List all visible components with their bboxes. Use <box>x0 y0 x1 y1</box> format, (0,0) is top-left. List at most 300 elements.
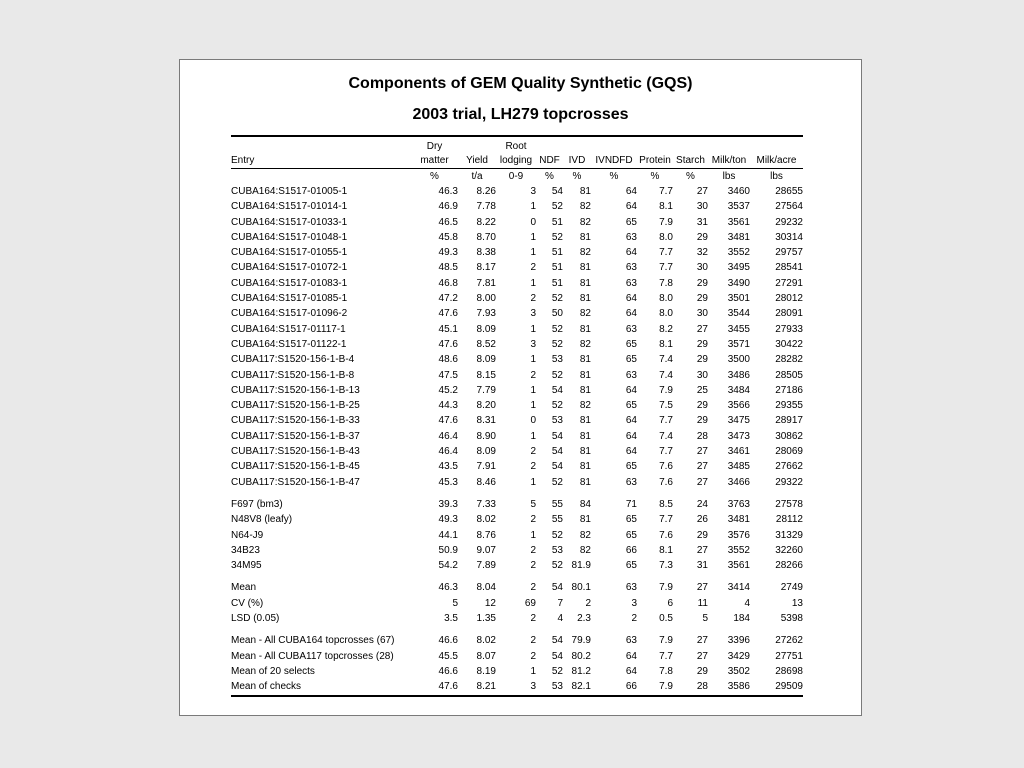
value-cell: 3495 <box>727 262 750 274</box>
value-cell: 52 <box>551 293 563 305</box>
table-row <box>231 649 803 664</box>
value-cell: 54 <box>551 461 563 473</box>
value-cell: 29509 <box>750 679 803 695</box>
value-cell: 52 <box>551 476 563 488</box>
value-cell: 54.2 <box>438 560 458 572</box>
value-cell: 8.1 <box>659 544 673 556</box>
value-cell: 27564 <box>775 201 803 213</box>
value-cell: 64 <box>625 665 637 677</box>
value-cell: 46.6 <box>438 635 458 647</box>
value-cell: 63 <box>625 582 637 594</box>
value-cell: 63 <box>625 323 637 335</box>
value-cell: 29 <box>696 338 708 350</box>
value-cell: 3500 <box>727 354 750 366</box>
value-cell: 45.5 <box>438 650 458 662</box>
value-cell: 184 <box>733 613 750 625</box>
value-cell: 2 <box>530 369 536 381</box>
value-cell: 2 <box>631 613 637 625</box>
entry-name-cell: CUBA117:S1520-156-1-B-47 <box>231 476 360 488</box>
value-cell: 3566 <box>727 400 750 412</box>
value-cell: 3571 <box>727 338 750 350</box>
value-cell: 81 <box>579 415 591 427</box>
value-cell: 53 <box>551 544 563 556</box>
value-cell: 3486 <box>727 369 750 381</box>
value-cell: 3 <box>530 338 536 350</box>
header-unit-cell-0 <box>231 169 411 185</box>
value-cell: 3501 <box>727 293 750 305</box>
value-cell: 65 <box>625 529 637 541</box>
header-label-cell-5: IVD <box>563 154 591 169</box>
value-cell: 3466 <box>727 476 750 488</box>
value-cell: 27 <box>696 544 708 556</box>
value-cell: 6 <box>667 597 673 609</box>
value-cell: 63 <box>625 277 637 289</box>
value-cell: 7.4 <box>659 430 673 442</box>
value-cell: 71 <box>625 498 637 510</box>
value-cell: 27 <box>696 323 708 335</box>
value-cell: 31 <box>696 216 708 228</box>
value-cell: 81 <box>579 231 591 243</box>
value-cell: 7.4 <box>659 354 673 366</box>
entry-name-cell: Mean - All CUBA164 topcrosses (67) <box>231 635 395 647</box>
table-row <box>231 352 803 367</box>
value-cell: 27186 <box>775 384 803 396</box>
value-cell: 84 <box>579 498 591 510</box>
header-label-cell-7: Protein <box>637 154 673 169</box>
value-cell: 81 <box>579 430 591 442</box>
header-top-cell-2 <box>458 136 496 154</box>
table-row <box>231 199 803 214</box>
value-cell: 82 <box>579 247 591 259</box>
value-cell: 28 <box>696 430 708 442</box>
value-cell: 81 <box>579 446 591 458</box>
value-cell: 9.07 <box>476 544 496 556</box>
value-cell: 7 <box>557 597 563 609</box>
value-cell: 46.4 <box>438 430 458 442</box>
value-cell: 7.6 <box>659 476 673 488</box>
value-cell: 50 <box>551 308 563 320</box>
value-cell: 46.4 <box>438 446 458 458</box>
table-row <box>231 633 803 648</box>
value-cell: 29757 <box>775 247 803 259</box>
value-cell: 7.9 <box>659 635 673 647</box>
value-cell: 8.09 <box>476 354 496 366</box>
value-cell: 64 <box>625 430 637 442</box>
header-label-cell-10: Milk/acre <box>750 154 803 169</box>
value-cell: 7.9 <box>659 216 673 228</box>
value-cell: 0 <box>530 415 536 427</box>
value-cell: 7.7 <box>659 247 673 259</box>
value-cell: 53 <box>551 415 563 427</box>
table-row <box>231 475 803 490</box>
value-cell: 8.07 <box>476 650 496 662</box>
value-cell: 2 <box>530 582 536 594</box>
value-cell: 4 <box>557 613 563 625</box>
entry-name-cell: Mean <box>231 582 257 594</box>
table-row <box>231 679 803 695</box>
value-cell: 45.8 <box>438 231 458 243</box>
value-cell: 3552 <box>727 544 750 556</box>
entry-name-cell: 34M95 <box>231 560 262 572</box>
entry-name-cell: CUBA164:S1517-01083-1 <box>231 277 348 289</box>
value-cell: 8.70 <box>476 231 496 243</box>
value-cell: 82 <box>579 338 591 350</box>
value-cell: 0 <box>530 216 536 228</box>
value-cell: 0.5 <box>659 613 673 625</box>
value-cell: 1 <box>530 277 536 289</box>
entry-name-cell: CUBA164:S1517-01096-2 <box>231 308 348 320</box>
value-cell: 54 <box>551 384 563 396</box>
table-row <box>231 383 803 398</box>
value-cell: 28917 <box>775 415 803 427</box>
value-cell: 52 <box>551 560 563 572</box>
value-cell: 7.7 <box>659 446 673 458</box>
value-cell: 64 <box>625 415 637 427</box>
value-cell: 7.7 <box>659 262 673 274</box>
value-cell: 46.5 <box>438 216 458 228</box>
value-cell: 29 <box>696 231 708 243</box>
value-cell: 8.26 <box>476 186 496 197</box>
value-cell: 81 <box>579 476 591 488</box>
value-cell: 44.1 <box>438 529 458 541</box>
value-cell: 7.7 <box>659 186 673 197</box>
value-cell: 46.8 <box>438 277 458 289</box>
value-cell: 12 <box>484 597 496 609</box>
value-cell: 54 <box>551 582 563 594</box>
value-cell: 1 <box>530 529 536 541</box>
table-row <box>231 245 803 260</box>
value-cell: 7.79 <box>476 384 496 396</box>
value-cell: 3763 <box>727 498 750 510</box>
value-cell: 2 <box>530 262 536 274</box>
value-cell: 28112 <box>775 514 803 526</box>
value-cell: 3 <box>530 308 536 320</box>
header-label-cell-6: IVNDFD <box>591 154 637 169</box>
value-cell: 3586 <box>708 679 750 695</box>
header-label-cell-0: Entry <box>231 154 411 169</box>
value-cell: 1.35 <box>476 613 496 625</box>
header-top-cell-5 <box>563 136 591 154</box>
value-cell: 8.22 <box>476 216 496 228</box>
value-cell: 11 <box>697 597 708 609</box>
value-cell: 7.6 <box>659 529 673 541</box>
value-cell: 27933 <box>775 323 803 335</box>
entry-name-cell: CUBA164:S1517-01117-1 <box>231 323 346 335</box>
value-cell: 1 <box>530 476 536 488</box>
value-cell: 64 <box>625 308 637 320</box>
value-cell: 8.38 <box>476 247 496 259</box>
value-cell: 29 <box>696 415 708 427</box>
value-cell: 81 <box>579 384 591 396</box>
value-cell: 65 <box>625 354 637 366</box>
value-cell: 65 <box>625 216 637 228</box>
value-cell: 32 <box>696 247 708 259</box>
value-cell: 7.3 <box>659 560 673 572</box>
value-cell: 51 <box>551 262 563 274</box>
value-cell: 27262 <box>775 635 803 647</box>
value-cell: 63 <box>625 476 637 488</box>
value-cell: 8.04 <box>476 582 496 594</box>
value-cell: 2 <box>530 446 536 458</box>
value-cell: 81 <box>579 293 591 305</box>
entry-name-cell: Mean - All CUBA117 topcrosses (28) <box>231 650 394 662</box>
value-cell: 28541 <box>775 262 803 274</box>
value-cell: 28655 <box>775 186 803 197</box>
header-top-cell-4 <box>536 136 563 154</box>
value-cell: 52 <box>551 400 563 412</box>
value-cell: 8.17 <box>476 262 496 274</box>
value-cell: 3473 <box>727 430 750 442</box>
value-cell: 3481 <box>727 231 750 243</box>
header-unit-cell-8: % <box>686 171 695 182</box>
value-cell: 29322 <box>775 476 803 488</box>
value-cell: 3561 <box>727 560 750 572</box>
value-cell: 55 <box>551 498 563 510</box>
value-cell: 66 <box>591 679 637 695</box>
value-cell: 81 <box>579 369 591 381</box>
value-cell: 8.00 <box>476 293 496 305</box>
value-cell: 7.6 <box>659 461 673 473</box>
value-cell: 64 <box>625 384 637 396</box>
value-cell: 29 <box>696 277 708 289</box>
value-cell: 8.19 <box>476 665 496 677</box>
value-cell: 44.3 <box>438 400 458 412</box>
header-label-cell-2: Yield <box>458 154 496 169</box>
value-cell: 30 <box>696 201 708 213</box>
value-cell: 81.2 <box>571 665 591 677</box>
value-cell: 64 <box>625 247 637 259</box>
header-unit-cell-2: t/a <box>471 171 483 182</box>
value-cell: 4 <box>744 597 750 609</box>
value-cell: 54 <box>551 650 563 662</box>
value-cell: 3 <box>631 597 637 609</box>
header-top-cell-10 <box>750 136 803 154</box>
value-cell: 8.21 <box>458 679 496 695</box>
value-cell: 3455 <box>727 323 750 335</box>
value-cell: 65 <box>625 560 637 572</box>
entry-name-cell: CUBA117:S1520-156-1-B-33 <box>231 415 360 427</box>
entry-name-cell: CUBA164:S1517-01048-1 <box>231 231 348 243</box>
value-cell: 25 <box>696 384 708 396</box>
entry-name-cell: CUBA117:S1520-156-1-B-45 <box>231 461 360 473</box>
header-top-cell-6 <box>591 136 637 154</box>
value-cell: 64 <box>625 446 637 458</box>
value-cell: 7.9 <box>659 384 673 396</box>
entry-name-cell: CUBA164:S1517-01072-1 <box>231 262 348 274</box>
table-row <box>231 528 803 543</box>
value-cell: 3 <box>496 679 536 695</box>
value-cell: 30314 <box>775 231 803 243</box>
entry-name-cell: N64-J9 <box>231 529 264 541</box>
header-unit-cell-4: % <box>545 171 554 182</box>
value-cell: 64 <box>625 293 637 305</box>
value-cell: 28698 <box>775 665 803 677</box>
entry-name-cell: Mean of 20 selects <box>231 665 315 677</box>
value-cell: 49.3 <box>438 247 458 259</box>
entry-name-cell: CUBA117:S1520-156-1-B-8 <box>231 369 355 381</box>
value-cell: 2 <box>530 650 536 662</box>
value-cell: 32260 <box>775 544 803 556</box>
value-cell: 5 <box>530 498 536 510</box>
header-top-cell-7 <box>637 136 673 154</box>
value-cell: 46.6 <box>438 665 458 677</box>
value-cell: 81 <box>579 514 591 526</box>
header-label-cell-1: matter <box>411 154 458 169</box>
value-cell: 48.5 <box>438 262 458 274</box>
value-cell: 52 <box>551 338 563 350</box>
value-cell: 1 <box>530 247 536 259</box>
value-cell: 7.9 <box>659 582 673 594</box>
value-cell: 81 <box>579 262 591 274</box>
value-cell: 3552 <box>727 247 750 259</box>
header-label-cell-3: lodging <box>496 154 536 169</box>
header-top-cell-9 <box>708 136 750 154</box>
value-cell: 81 <box>579 323 591 335</box>
value-cell: 7.89 <box>476 560 496 572</box>
value-cell: 13 <box>791 597 803 609</box>
table-row <box>231 512 803 527</box>
value-cell: 2 <box>530 461 536 473</box>
value-cell: 5 <box>452 597 458 609</box>
value-cell: 7.91 <box>476 461 496 473</box>
value-cell: 27 <box>696 461 708 473</box>
value-cell: 47.5 <box>438 369 458 381</box>
value-cell: 8.52 <box>476 338 496 350</box>
table-row <box>231 291 803 306</box>
entry-name-cell: CUBA117:S1520-156-1-B-37 <box>231 430 360 442</box>
value-cell: 81 <box>579 461 591 473</box>
value-cell: 48.6 <box>438 354 458 366</box>
entry-name-cell: Mean of checks <box>231 679 411 695</box>
value-cell: 30862 <box>775 430 803 442</box>
value-cell: 54 <box>551 186 563 197</box>
entry-name-cell: N48V8 (leafy) <box>231 514 293 526</box>
table-row <box>231 184 803 199</box>
value-cell: 2 <box>530 560 536 572</box>
value-cell: 5 <box>702 613 708 625</box>
value-cell: 64 <box>625 650 637 662</box>
group-spacer <box>231 573 803 580</box>
table-row <box>231 322 803 337</box>
value-cell: 27 <box>696 476 708 488</box>
value-cell: 28505 <box>775 369 803 381</box>
value-cell: 51 <box>551 247 563 259</box>
header-unit-cell-9: lbs <box>722 171 736 182</box>
header-unit-cell-6: % <box>609 171 619 182</box>
value-cell: 50.9 <box>438 544 458 556</box>
value-cell: 81.9 <box>571 560 591 572</box>
table-row <box>231 398 803 413</box>
value-cell: 3484 <box>727 384 750 396</box>
value-cell: 8.5 <box>659 498 673 510</box>
value-cell: 28 <box>673 679 708 695</box>
value-cell: 7.8 <box>659 665 673 677</box>
value-cell: 80.2 <box>571 650 591 662</box>
value-cell: 30 <box>696 369 708 381</box>
page-subtitle: 2003 trial, LH279 topcrosses <box>412 106 629 123</box>
slide <box>179 59 862 716</box>
value-cell: 27 <box>696 186 708 197</box>
value-cell: 3481 <box>727 514 750 526</box>
header-row-units <box>231 169 803 185</box>
value-cell: 54 <box>551 446 563 458</box>
value-cell: 2 <box>530 635 536 647</box>
value-cell: 29 <box>696 529 708 541</box>
value-cell: 29 <box>696 400 708 412</box>
value-cell: 8.90 <box>476 430 496 442</box>
value-cell: 45.1 <box>438 323 458 335</box>
value-cell: 55 <box>551 514 563 526</box>
value-cell: 64 <box>625 201 637 213</box>
entry-name-cell: CV (%) <box>231 597 264 609</box>
value-cell: 51 <box>551 277 563 289</box>
value-cell: 2 <box>530 293 536 305</box>
value-cell: 52 <box>551 201 563 213</box>
table-row <box>231 276 803 291</box>
value-cell: 1 <box>530 400 536 412</box>
value-cell: 8.1 <box>659 201 673 213</box>
value-cell: 1 <box>530 323 536 335</box>
value-cell: 8.76 <box>476 529 496 541</box>
entry-name-cell: CUBA117:S1520-156-1-B-43 <box>231 446 360 458</box>
value-cell: 82 <box>579 400 591 412</box>
value-cell: 29232 <box>775 216 803 228</box>
table-row <box>231 596 803 611</box>
value-cell: 27 <box>696 446 708 458</box>
header-unit-cell-3: 0-9 <box>508 171 524 182</box>
value-cell: 8.02 <box>476 514 496 526</box>
value-cell: 3 <box>530 186 536 197</box>
value-cell: 2.3 <box>577 613 591 625</box>
value-cell: 8.09 <box>476 446 496 458</box>
value-cell: 3396 <box>727 635 750 647</box>
table-row <box>231 215 803 230</box>
entry-name-cell: F697 (bm3) <box>231 498 283 510</box>
value-cell: 27 <box>696 635 708 647</box>
value-cell: 65 <box>625 514 637 526</box>
value-cell: 31329 <box>775 529 803 541</box>
table-row <box>231 306 803 321</box>
value-cell: 7.8 <box>659 277 673 289</box>
table-header <box>231 136 803 184</box>
value-cell: 29 <box>696 665 708 677</box>
value-cell: 54 <box>551 430 563 442</box>
value-cell: 3490 <box>727 277 750 289</box>
value-cell: 2 <box>530 514 536 526</box>
page-title: Components of GEM Quality Synthetic (GQS) <box>348 75 693 92</box>
header-row-top <box>231 136 803 154</box>
value-cell: 82 <box>579 308 591 320</box>
header-unit-cell-10: lbs <box>770 171 783 182</box>
value-cell: 46.3 <box>438 582 458 594</box>
value-cell: 82 <box>579 216 591 228</box>
value-cell: 8.0 <box>659 308 673 320</box>
value-cell: 79.9 <box>571 635 591 647</box>
value-cell: 63 <box>625 231 637 243</box>
value-cell: 52 <box>551 529 563 541</box>
header-row-labels <box>231 154 803 169</box>
table-row <box>231 459 803 474</box>
table-row <box>231 230 803 245</box>
value-cell: 52 <box>551 231 563 243</box>
value-cell: 45.3 <box>438 476 458 488</box>
value-cell: 29 <box>696 354 708 366</box>
header-top-cell-0 <box>231 136 411 154</box>
header-unit-cell-7: % <box>650 171 660 182</box>
value-cell: 30 <box>696 262 708 274</box>
value-cell: 27291 <box>775 277 803 289</box>
value-cell: 43.5 <box>438 461 458 473</box>
